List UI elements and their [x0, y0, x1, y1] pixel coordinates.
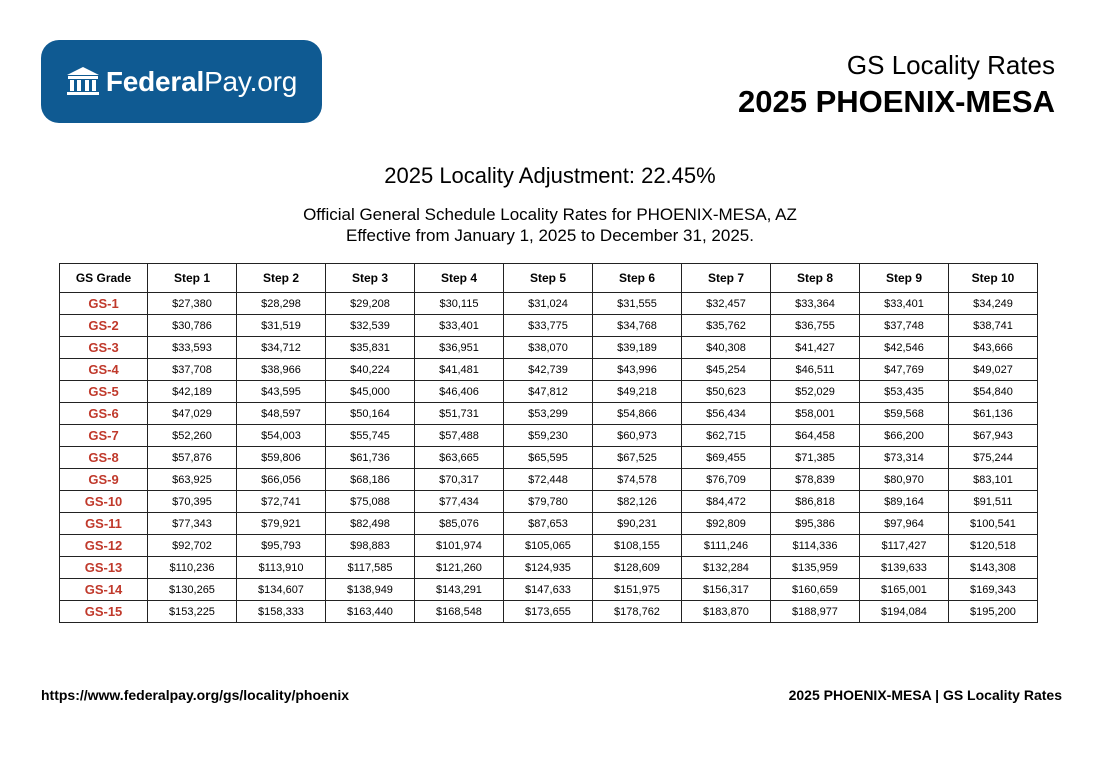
- grade-cell: GS-9: [60, 469, 148, 491]
- rate-cell: $40,308: [682, 337, 771, 359]
- rate-cell: $32,539: [326, 315, 415, 337]
- rate-cell: $132,284: [682, 557, 771, 579]
- rate-cell: $61,736: [326, 447, 415, 469]
- table-row: [60, 425, 1038, 447]
- rate-cell: $114,336: [771, 535, 860, 557]
- rate-cell: $70,395: [148, 491, 237, 513]
- grade-cell: GS-14: [60, 579, 148, 601]
- grade-cell: GS-8: [60, 447, 148, 469]
- rate-cell: $65,595: [504, 447, 593, 469]
- rate-cell: $113,910: [237, 557, 326, 579]
- footer-label: 2025 PHOENIX-MESA | GS Locality Rates: [788, 687, 1062, 703]
- rate-cell: $163,440: [326, 601, 415, 623]
- rate-cell: $39,189: [593, 337, 682, 359]
- federalpay-logo[interactable]: [41, 40, 322, 123]
- rate-cell: $135,959: [771, 557, 860, 579]
- rate-cell: $67,943: [949, 425, 1038, 447]
- grade-cell: GS-13: [60, 557, 148, 579]
- locality-rates-table: [59, 263, 1038, 623]
- rate-cell: $34,249: [949, 293, 1038, 315]
- rate-cell: $47,812: [504, 381, 593, 403]
- rate-cell: $33,364: [771, 293, 860, 315]
- table-row: [60, 403, 1038, 425]
- rate-cell: $43,996: [593, 359, 682, 381]
- logo-text: FederalPay.org: [105, 65, 298, 97]
- rate-cell: $54,840: [949, 381, 1038, 403]
- rate-cell: $54,003: [237, 425, 326, 447]
- table-row: [60, 337, 1038, 359]
- rate-cell: $151,975: [593, 579, 682, 601]
- rate-cell: $117,427: [860, 535, 949, 557]
- rate-cell: $69,455: [682, 447, 771, 469]
- rate-cell: $128,609: [593, 557, 682, 579]
- rate-cell: $56,434: [682, 403, 771, 425]
- rate-cell: $49,027: [949, 359, 1038, 381]
- rate-cell: $72,448: [504, 469, 593, 491]
- column-header-step-3: Step 3: [326, 264, 415, 293]
- rate-cell: $33,401: [415, 315, 504, 337]
- rate-cell: $78,839: [771, 469, 860, 491]
- rate-cell: $51,731: [415, 403, 504, 425]
- rate-cell: $86,818: [771, 491, 860, 513]
- rate-cell: $83,101: [949, 469, 1038, 491]
- rate-cell: $47,029: [148, 403, 237, 425]
- capitol-building-icon: [66, 66, 100, 96]
- rate-cell: $75,088: [326, 491, 415, 513]
- rate-cell: $90,231: [593, 513, 682, 535]
- table-row: [60, 513, 1038, 535]
- rate-cell: $57,488: [415, 425, 504, 447]
- rate-cell: $66,056: [237, 469, 326, 491]
- column-header-step-7: Step 7: [682, 264, 771, 293]
- table-row: [60, 315, 1038, 337]
- rate-cell: $71,385: [771, 447, 860, 469]
- footer-url-link[interactable]: https://www.federalpay.org/gs/locality/phoenix: [41, 687, 350, 703]
- rate-cell: $52,260: [148, 425, 237, 447]
- rate-cell: $34,712: [237, 337, 326, 359]
- column-header-step-10: Step 10: [949, 264, 1038, 293]
- rate-cell: $66,200: [860, 425, 949, 447]
- rate-cell: $36,951: [415, 337, 504, 359]
- description-line-2: Effective from January 1, 2025 to December 31, 2025.: [346, 226, 754, 245]
- column-header-step-2: Step 2: [237, 264, 326, 293]
- table-row: [60, 491, 1038, 513]
- rate-cell: $59,806: [237, 447, 326, 469]
- table-row: [60, 557, 1038, 579]
- rate-cell: $173,655: [504, 601, 593, 623]
- rate-cell: $195,200: [949, 601, 1038, 623]
- rate-cell: $60,973: [593, 425, 682, 447]
- rate-cell: $79,780: [504, 491, 593, 513]
- grade-cell: GS-10: [60, 491, 148, 513]
- column-header-step-6: Step 6: [593, 264, 682, 293]
- rate-cell: $34,768: [593, 315, 682, 337]
- rate-cell: $29,208: [326, 293, 415, 315]
- rate-cell: $40,224: [326, 359, 415, 381]
- rate-cell: $59,230: [504, 425, 593, 447]
- rate-cell: $85,076: [415, 513, 504, 535]
- rate-cell: $92,809: [682, 513, 771, 535]
- rate-cell: $82,498: [326, 513, 415, 535]
- rate-cell: $165,001: [860, 579, 949, 601]
- rate-cell: $53,435: [860, 381, 949, 403]
- rate-cell: $37,748: [860, 315, 949, 337]
- rate-cell: $46,511: [771, 359, 860, 381]
- rate-cell: $87,653: [504, 513, 593, 535]
- rate-cell: $98,883: [326, 535, 415, 557]
- table-row: [60, 469, 1038, 491]
- locality-adjustment: 2025 Locality Adjustment: 22.45%: [384, 163, 716, 188]
- rate-cell: $43,666: [949, 337, 1038, 359]
- rate-cell: $64,458: [771, 425, 860, 447]
- rate-cell: $100,541: [949, 513, 1038, 535]
- rate-cell: $57,876: [148, 447, 237, 469]
- rate-cell: $48,597: [237, 403, 326, 425]
- rate-cell: $183,870: [682, 601, 771, 623]
- rate-cell: $67,525: [593, 447, 682, 469]
- rate-cell: $169,343: [949, 579, 1038, 601]
- rate-cell: $55,745: [326, 425, 415, 447]
- rate-cell: $74,578: [593, 469, 682, 491]
- rate-cell: $80,970: [860, 469, 949, 491]
- rate-cell: $194,084: [860, 601, 949, 623]
- rate-cell: $156,317: [682, 579, 771, 601]
- grade-cell: GS-6: [60, 403, 148, 425]
- rate-cell: $62,715: [682, 425, 771, 447]
- table-row: [60, 381, 1038, 403]
- rate-cell: $134,607: [237, 579, 326, 601]
- rate-cell: $31,519: [237, 315, 326, 337]
- rate-cell: $31,024: [504, 293, 593, 315]
- rate-cell: $33,593: [148, 337, 237, 359]
- rate-cell: $105,065: [504, 535, 593, 557]
- rate-cell: $36,755: [771, 315, 860, 337]
- rate-cell: $32,457: [682, 293, 771, 315]
- table-row: [60, 447, 1038, 469]
- rate-cell: $147,633: [504, 579, 593, 601]
- rate-cell: $77,343: [148, 513, 237, 535]
- rate-cell: $35,762: [682, 315, 771, 337]
- grade-cell: GS-2: [60, 315, 148, 337]
- grade-cell: GS-4: [60, 359, 148, 381]
- rate-cell: $79,921: [237, 513, 326, 535]
- table-row: [60, 535, 1038, 557]
- rate-cell: $101,974: [415, 535, 504, 557]
- column-header-grade: GS Grade: [60, 264, 148, 293]
- rate-cell: $68,186: [326, 469, 415, 491]
- column-header-step-5: Step 5: [504, 264, 593, 293]
- table-row: [60, 293, 1038, 315]
- grade-cell: GS-12: [60, 535, 148, 557]
- schedule-description: [0, 204, 1100, 246]
- rate-cell: $73,314: [860, 447, 949, 469]
- rate-cell: $84,472: [682, 491, 771, 513]
- rate-cell: $53,299: [504, 403, 593, 425]
- rate-cell: $160,659: [771, 579, 860, 601]
- rate-cell: $27,380: [148, 293, 237, 315]
- rate-cell: $50,164: [326, 403, 415, 425]
- rate-cell: $47,769: [860, 359, 949, 381]
- table-row: [60, 579, 1038, 601]
- rate-cell: $31,555: [593, 293, 682, 315]
- rate-cell: $158,333: [237, 601, 326, 623]
- rate-cell: $59,568: [860, 403, 949, 425]
- column-header-step-1: Step 1: [148, 264, 237, 293]
- table-body: [60, 293, 1038, 623]
- header-title: 2025 PHOENIX-MESA: [738, 84, 1055, 119]
- rate-cell: $124,935: [504, 557, 593, 579]
- rate-cell: $49,218: [593, 381, 682, 403]
- table-header-row: [60, 264, 1038, 293]
- rate-cell: $42,739: [504, 359, 593, 381]
- rate-cell: $58,001: [771, 403, 860, 425]
- rate-cell: $72,741: [237, 491, 326, 513]
- rate-cell: $42,189: [148, 381, 237, 403]
- rate-cell: $91,511: [949, 491, 1038, 513]
- column-header-step-9: Step 9: [860, 264, 949, 293]
- rate-cell: $63,925: [148, 469, 237, 491]
- rate-cell: $52,029: [771, 381, 860, 403]
- rate-cell: $43,595: [237, 381, 326, 403]
- rate-cell: $33,401: [860, 293, 949, 315]
- rate-cell: $30,115: [415, 293, 504, 315]
- rate-cell: $108,155: [593, 535, 682, 557]
- rate-cell: $89,164: [860, 491, 949, 513]
- rate-cell: $77,434: [415, 491, 504, 513]
- rate-cell: $92,702: [148, 535, 237, 557]
- header-subtitle: GS Locality Rates: [846, 50, 1055, 80]
- rate-cell: $30,786: [148, 315, 237, 337]
- rate-cell: $61,136: [949, 403, 1038, 425]
- table-row: [60, 601, 1038, 623]
- rate-cell: $82,126: [593, 491, 682, 513]
- rate-cell: $110,236: [148, 557, 237, 579]
- rate-cell: $28,298: [237, 293, 326, 315]
- rate-cell: $70,317: [415, 469, 504, 491]
- description-line-1: Official General Schedule Locality Rates for PHOENIX-MESA, AZ: [303, 205, 797, 224]
- rate-cell: $63,665: [415, 447, 504, 469]
- rate-cell: $37,708: [148, 359, 237, 381]
- rate-cell: $33,775: [504, 315, 593, 337]
- rate-cell: $139,633: [860, 557, 949, 579]
- rate-cell: $38,741: [949, 315, 1038, 337]
- rate-cell: $188,977: [771, 601, 860, 623]
- rate-cell: $76,709: [682, 469, 771, 491]
- rate-cell: $153,225: [148, 601, 237, 623]
- rate-cell: $38,966: [237, 359, 326, 381]
- grade-cell: GS-5: [60, 381, 148, 403]
- rate-cell: $95,386: [771, 513, 860, 535]
- rate-cell: $50,623: [682, 381, 771, 403]
- rate-cell: $143,308: [949, 557, 1038, 579]
- column-header-step-4: Step 4: [415, 264, 504, 293]
- rate-cell: $38,070: [504, 337, 593, 359]
- rate-cell: $178,762: [593, 601, 682, 623]
- column-header-step-8: Step 8: [771, 264, 860, 293]
- rate-cell: $117,585: [326, 557, 415, 579]
- grade-cell: GS-11: [60, 513, 148, 535]
- rate-cell: $143,291: [415, 579, 504, 601]
- table-row: [60, 359, 1038, 381]
- grade-cell: GS-15: [60, 601, 148, 623]
- rate-cell: $45,254: [682, 359, 771, 381]
- rate-cell: $130,265: [148, 579, 237, 601]
- rate-cell: $42,546: [860, 337, 949, 359]
- rate-cell: $35,831: [326, 337, 415, 359]
- rate-cell: $138,949: [326, 579, 415, 601]
- rate-cell: $45,000: [326, 381, 415, 403]
- rate-cell: $120,518: [949, 535, 1038, 557]
- grade-cell: GS-7: [60, 425, 148, 447]
- rate-cell: $75,244: [949, 447, 1038, 469]
- rate-cell: $95,793: [237, 535, 326, 557]
- rate-cell: $111,246: [682, 535, 771, 557]
- rate-cell: $41,481: [415, 359, 504, 381]
- rate-cell: $168,548: [415, 601, 504, 623]
- grade-cell: GS-3: [60, 337, 148, 359]
- grade-cell: GS-1: [60, 293, 148, 315]
- rate-cell: $41,427: [771, 337, 860, 359]
- rate-cell: $46,406: [415, 381, 504, 403]
- rate-cell: $97,964: [860, 513, 949, 535]
- rate-cell: $54,866: [593, 403, 682, 425]
- rate-cell: $121,260: [415, 557, 504, 579]
- page-header: [738, 50, 1055, 121]
